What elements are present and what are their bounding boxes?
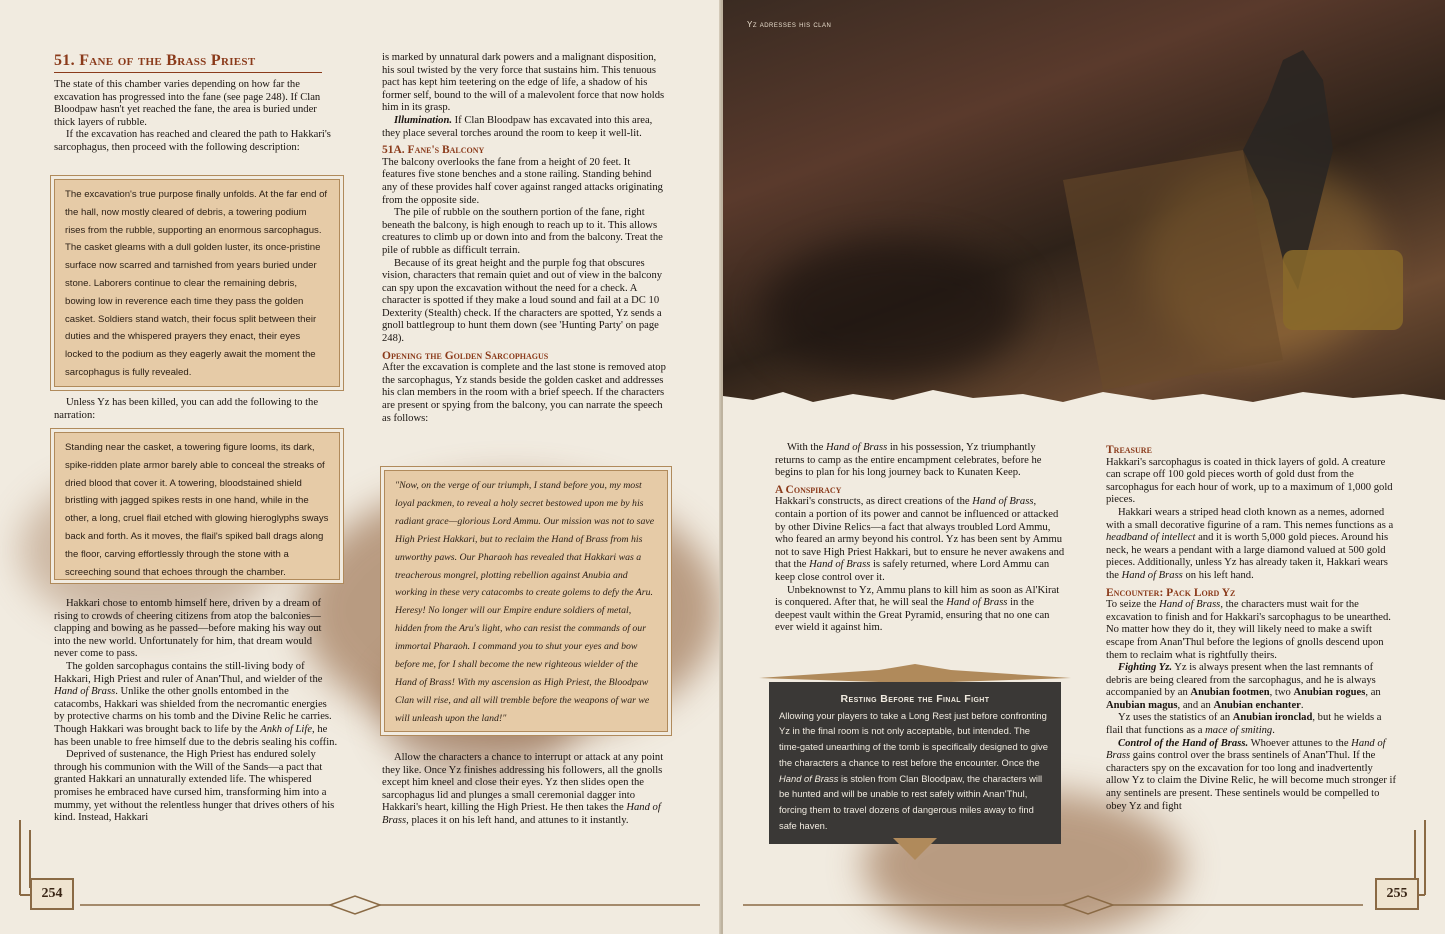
right-page — [723, 0, 1445, 934]
page-frame-ornament — [723, 800, 1445, 934]
read-aloud-text: Standing near the casket, a towering figure looms, its dark, spike-ridden plate armor barely able to conceal the streaks of dried blood that cover it. A towering, bloodstained shield bristling with jagged spikes rests in one hand, while in the other, a long, cruel flail etched with glowing hieroglyphs sways back and forth. As it moves, the flail's spiked ball drags along the floor, carving effortlessly through the stone with a screeching sound that echoes through the chamber. — [65, 442, 329, 578]
paragraph: Unless Yz has been killed, you can add the following to the narration: — [54, 397, 319, 421]
paragraph: Deprived of sustenance, the High Priest has endured solely through his communion with the Will of the Sands—a pact that granted Hakkari an unnaturally extended life. The whispered promises he embraced have cursed him, transforming him into a mummy, yet without the relentless hunger that drives others of his kind. Instead, Hakkari — [54, 749, 335, 824]
speech-text: "Now, on the verge of our triumph, I stand before you, my most loyal packmen, to reveal a holy secret bestowed upon me by his radiant grace—glorious Lord Ammu. Our mission was not to save High Priest Hakkari, but to reclaim the Hand of Brass from his unworthy paws. Our Pharaoh has revealed that Hakkari was a treacherous mongrel, plotting rebellion against Anubia and working in these very catacombs to create golems to defy the Aru. Heresy! No longer will our Empire endure soldiers of metal, hidden from the Aru's light, who can resist the commands of our immortal Pharaoh. I command you to shut your eyes and bow before me, for I shall become the new righteous wielder of the Hand of Brass! With my ascension as High Priest, the Bloodpaw Clan will rise, and all will tremble before the weapons of war we will unleash upon the land!" — [395, 480, 655, 724]
read-aloud-text: The excavation's true purpose finally unfolds. At the far end of the hall, now mostly cleared of debris, a towering podium rises from the rubble, supporting an enormous sarcophagus. The casket gleams with a dull golden luster, its once-pristine surface now scarred and tarnished from years buried under stone. Laborers continue to clear the remaining debris, bowing low in reverence each time they pass the golden casket. Soldiers stand watch, their focus split between their duties and the whispered prayers they enact, their eyes locked to the podium as they eagerly await the moment the sarcophagus is fully revealed. — [65, 189, 328, 378]
left-column-2 — [382, 52, 666, 425]
paragraph: is marked by unnatural dark powers and a malignant disposition, his soul twisted by the very force that sustains him. This tenuous pact has kept him teetering on the edge of life, a shadow of his former self, bound to the will of a malevolent force that now holds him in its grasp. — [382, 52, 665, 114]
paragraph: If the excavation has reached and cleared the path to Hakkari's sarcophagus, then proceed with the following description: — [54, 129, 331, 153]
paragraph: Fighting Yz. Yz is always present when the last remnants of debris are being cleared from the sarcophagus, and he is always accompanied by an Anubian footmen, two Anubian rogues, an Anubian magus, and an Anubian enchanter. — [1106, 662, 1381, 711]
section-heading: A Conspiracy — [775, 483, 842, 496]
read-aloud-box — [54, 432, 340, 580]
paragraph: Control of the Hand of Brass. Whoever attunes to the Hand of Brass gains control over the brass sentinels of Anan'Thul. If the characters spy on the excavation for too long and inadvertently allow Yz to claim the Divine Relic, he will become much stronger if any sentinels are present. These sentinels would be compelled to obey Yz and fight — [1106, 737, 1396, 812]
page-number: 254 — [30, 878, 74, 910]
left-column-1c — [54, 598, 338, 825]
paragraph: Because of its great height and the purple fog that obscures vision, characters that remain quiet and out of view in the balcony can spy upon the excavation without the need for a check. A character is spotted if they make a loud sound and fail at a DC 10 Dexterity (Stealth) check. If the characters are spotted, Yz sends a gnoll battlegroup to hunt them down (see 'Hunting Party' on page 248). — [382, 257, 663, 345]
sidebar-title: Resting Before the Final Fight — [840, 693, 990, 705]
paragraph: Illumination. If Clan Bloodpaw has excavated into this area, they place several torches around the room to keep it well-lit. — [382, 114, 653, 139]
speech-box — [384, 470, 668, 732]
paragraph: Hakkari's sarcophagus is coated in thick layers of gold. A creature can scrape off 100 gold pieces worth of gold dust from the sarcophagus for each hour of work, up to a maximum of 1,000 gold pieces. — [1106, 456, 1393, 506]
page-number: 255 — [1375, 878, 1419, 910]
title-rule — [54, 72, 322, 73]
right-column-2 — [1106, 444, 1396, 813]
sidebar-text: Allowing your players to take a Long Rest just before confronting Yz in the final room is not only acceptable, but intended. The time-gated unearthing of the tomb is specifically designed to give the characters a chance to rest before the encounter. Once the Hand of Brass is stolen from Clan Bloodpaw, the characters will be hunted and will be unable to rest safely within Anan'Thul, forcing them to travel dozens of dangerous miles away to find safe haven. — [779, 709, 1048, 831]
read-aloud-box — [54, 179, 340, 387]
paragraph: To seize the Hand of Brass, the characters must wait for the excavation to finish and for Hakkari's sarcophagus to be unearthed. No matter how they do it, they will likely need to make a swift escape from Anan'Thul before the legions of gnolls descend upon them to reclaim what is rightfully theirs. — [1106, 599, 1391, 661]
warrior-figure — [723, 0, 1445, 410]
paragraph: Hakkari wears a striped head cloth known as a nemes, adorned with a small decorative figurine of a ram. This nemes functions as a headband of intellect and it is worth 5,000 gold pieces. Around his neck, he wears a pendant with a large diamond valued at 500 gold pieces. Additionally, unless Yz has already taken it, Hakkari wears the Hand of Brass on his left hand. — [1106, 506, 1394, 581]
paragraph: The golden sarcophagus contains the still-living body of Hakkari, High Priest and ruler of Anan'Thul, and wielder of the Hand of Brass. Unlike the other gnolls entombed in the catacombs, Hakkari was shielded from the necromantic energies by protective charms on his tomb and the Divine Relic he carries. Though Hakkari was brought back to life by the Ankh of Life, he has been unable to free himself due to the debris sealing his coffin. — [54, 660, 338, 748]
paragraph: The state of this chamber varies depending on how far the excavation has progressed into the fane (see page 248). If Clan Bloodpaw hasn't yet reached the fane, the area is buried under thick layers of rubble. — [54, 79, 321, 128]
torn-edge — [723, 388, 1445, 410]
paragraph: Yz uses the statistics of an Anubian ironclad, but he wields a flail that functions as a mace of smiting. — [1106, 712, 1382, 737]
image-caption: Yz adresses his clan — [747, 20, 832, 29]
section-heading: 51A. Fane's Balcony — [382, 144, 485, 157]
paragraph: Hakkari's constructs, as direct creations of the Hand of Brass, contain a portion of its power and cannot be influenced or attacked by other Divine Relics—a fact that always troubled Lord Ammu, who feared an army beyond his control. Yz has been sent by Ammu not to save High Priest Hakkari, but to ensure he never awakens and that the Hand of Brass is safely returned, where Lord Ammu can keep close control over it. — [775, 496, 1065, 583]
left-column-1 — [54, 79, 338, 155]
illustration — [723, 0, 1445, 410]
paragraph: Hakkari chose to entomb himself here, driven by a dream of rising to crowds of cheering citizens from atop the balconies—clapping and bowing as he passed—before making his way out into the new world. Unfortunately for him, that dream would never come to pass. — [54, 598, 322, 660]
right-column-1 — [775, 442, 1065, 635]
paragraph: The balcony overlooks the fane from a height of 20 feet. It features five stone benches and a stone railing. Standing behind any of these provides half cover against ranged attacks originating from the opposite side. — [382, 156, 663, 206]
section-heading: Encounter: Pack Lord Yz — [1106, 586, 1236, 599]
section-heading: Treasure — [1106, 444, 1152, 456]
left-page — [0, 0, 722, 934]
paragraph: After the excavation is complete and the last stone is removed atop the sarcophagus, Yz stands beside the golden casket and addresses his clan members in the room with a brief speech. If the characters are present or spying from the balcony, you can narrate the speech as follows: — [382, 362, 666, 424]
section-heading: Opening the Golden Sarcophagus — [382, 349, 549, 362]
page-frame-ornament — [0, 800, 722, 934]
paragraph: Unbeknownst to Yz, Ammu plans to kill him as soon as Al'Kirat is conquered. After that, he will seal the Hand of Brass in the deepest vault within the Great Pyramid, ensuring that no one can ever wield it against him. — [775, 584, 1060, 634]
page-title: 51. Fane of the Brass Priest — [54, 52, 256, 69]
left-column-1b — [54, 397, 338, 422]
paragraph: The pile of rubble on the southern portion of the fane, right beneath the balcony, is high enough to reach up to it. This allows creatures to climb up or down into and from the balcony. Treat the pile of rubble as difficult terrain. — [382, 207, 663, 256]
paragraph: With the Hand of Brass in his possession, Yz triumphantly returns to camp as the entire encampment celebrates, before he begins to plan for his long journey back to Kunaten Keep. — [775, 442, 1042, 479]
paragraph: Allow the characters a chance to interrupt or attack at any point they like. Once Yz finishes addressing his followers, all the gnolls except him kneel and close their eyes. Yz then slides open the sarcophagus lid and plunges a small ceremonial dagger into Hakkari's heart, killing the High Priest. He then takes the Hand of Brass, places it on his left hand, and attunes to it instantly. — [382, 752, 664, 826]
